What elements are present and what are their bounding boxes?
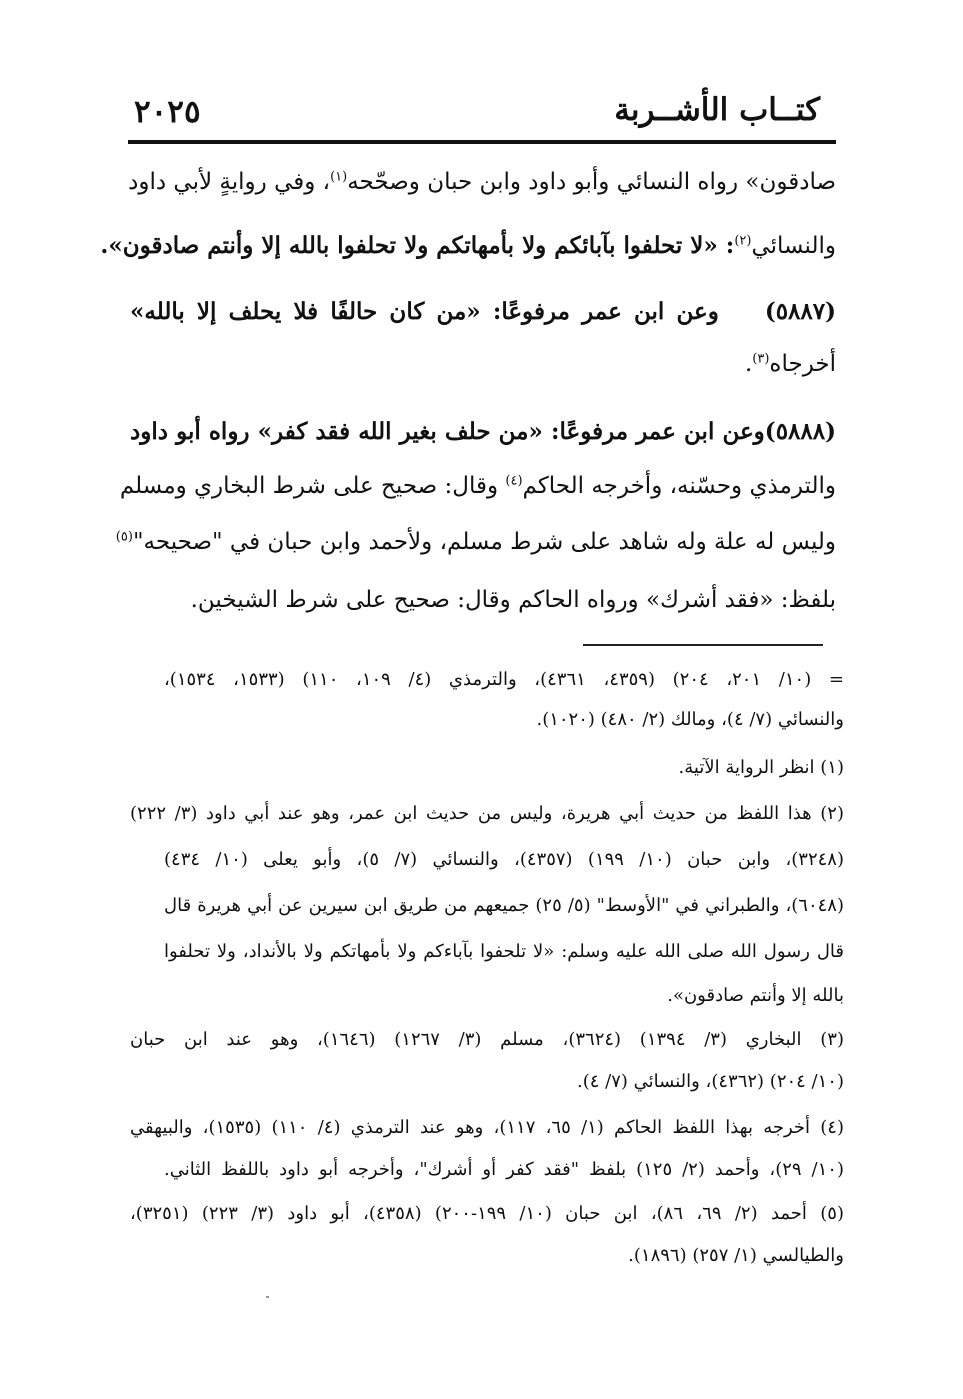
footnote-2-line: (٣٢٤٨)، وابن حبان (١٠/ ١٩٩) (٤٣٥٧)، والنسائي (٧/ ٥)، وأبو يعلى (١٠/ ٤٣٤) <box>164 849 844 870</box>
footnote-3-line: (١٠/ ٢٠٤) (٤٣٦٢)، والنسائي (٧/ ٤). <box>577 1071 844 1092</box>
main-text-span: بلفظ: «فقد أشرك» ورواه الحاكم وقال: صحيح على شرط الشيخين. <box>190 587 836 613</box>
main-text-span: . <box>744 351 753 377</box>
footnote-ref-1[interactable]: (١) <box>330 169 348 185</box>
main-text-span: والترمذي وحسّنه، وأخرجه الحاكم <box>522 473 836 499</box>
hadith-number: (٥٨٨٧) <box>764 298 837 325</box>
hadith-5887 <box>130 290 836 334</box>
main-line-4 <box>130 342 836 386</box>
footnote-4-line: (١٠/ ٢٩)، وأحمد (٢/ ١٢٥) بلفظ "فقد كفر أو أشرك"، وأخرجه أبو داود باللفظ الثاني. <box>164 1159 844 1180</box>
footnote-5-line: والطيالسي (١/ ٢٥٧) (١٨٩٦). <box>628 1245 844 1266</box>
footnote-5-line: (٥) أحمد (٢/ ٦٩، ٨٦)، ابن حبان (١٠/ ١٩٩-٢٠٠) (٤٣٥٨)، أبو داود (٣/ ٢٢٣) (٣٢٥١)، <box>130 1203 844 1224</box>
hadith-quote: وعن ابن عمر مرفوعًا: «من كان حالفًا فلا يحلف إلا بالله» <box>130 298 719 325</box>
footnote-ref-5[interactable]: (٥) <box>115 529 133 545</box>
hadith-number: (٥٨٨٨) <box>764 418 836 445</box>
main-text-span: أخرجاه <box>769 351 836 377</box>
main-text-span: ، وفي روايةٍ لأبي داود <box>128 169 331 195</box>
footnote-ref-4[interactable]: (٤) <box>505 473 523 489</box>
footnote-ref-2[interactable]: (٢) <box>734 233 752 249</box>
footnote-2-line: (٦٠٤٨)، والطبراني في "الأوسط" (٥/ ٢٥) جميعهم من طريق ابن سيرين عن أبي هريرة قال <box>164 895 844 916</box>
main-text-span: والنسائي <box>751 233 836 259</box>
hadith-quote: وعن ابن عمر مرفوعًا: «من حلف بغير الله فقد كفر» رواه أبو داود <box>130 418 765 445</box>
footnote-1: (١) انظر الرواية الآتية. <box>678 757 844 778</box>
footnote-2-line: بالله إلا وأنتم صادقون». <box>667 985 844 1006</box>
main-line-7 <box>115 520 836 564</box>
footnote-continuation-line: والنسائي (٧/ ٤)، ومالك (٢/ ٤٨٠) (١٠٢٠). <box>536 709 844 730</box>
running-title: كتــاب الأشــربة <box>614 92 820 128</box>
footnote-2-line: (٢) هذا اللفظ من حديث أبي هريرة، وليس من حديث ابن عمر، وهو عند أبي داود (٣/ ٢٢٢) <box>130 803 844 824</box>
main-text-span: وقال: صحيح على شرط البخاري ومسلم <box>119 473 506 499</box>
footnote-2-line: قال رسول الله صلى الله عليه وسلم: «لا تلحفوا بآباءكم ولا بأمهاتكم ولا بالأنداد، ولا تحلفوا <box>164 941 844 962</box>
footnote-continuation-line: = (١٠/ ٢٠١، ٢٠٤) (٤٣٥٩، ٤٣٦١)، والترمذي (٤/ ١٠٩، ١١٠) (١٥٣٣، ١٥٣٤)، <box>164 669 844 690</box>
main-line-1 <box>130 160 836 204</box>
hadith-5888 <box>130 410 836 454</box>
footnote-separator <box>583 644 823 646</box>
main-line-2 <box>100 224 836 268</box>
main-line-6 <box>119 464 836 508</box>
footnote-ref-3[interactable]: (٣) <box>752 351 770 367</box>
page-header <box>128 92 836 144</box>
main-line-8 <box>130 578 836 622</box>
footnote-3-line: (٣) البخاري (٣/ ١٣٩٤) (٣٦٢٤)، مسلم (٣/ ١٢٦٧) (١٦٤٦)، وهو عند ابن حبان <box>130 1029 844 1050</box>
hadith-quote: : «لا تحلفوا بآبائكم ولا بأمهاتكم ولا تحلفوا بالله إلا وأنتم صادقون». <box>100 232 735 259</box>
main-text-span: صادقون» رواه النسائي وأبو داود وابن حبان وصحّحه <box>347 169 836 195</box>
main-text-span: وليس له علة وله شاهد على شرط مسلم، ولأحمد وابن حبان في "صحيحه" <box>132 529 836 555</box>
footnote-4-line: (٤) أخرجه بهذا اللفظ الحاكم (١/ ٦٥، ١١٧)، وهو عند الترمذي (٤/ ١١٠) (١٥٣٥)، والبيهقي <box>130 1117 844 1138</box>
scan-speck <box>266 1296 269 1298</box>
page-number: ٢٠٢٥ <box>134 94 201 130</box>
